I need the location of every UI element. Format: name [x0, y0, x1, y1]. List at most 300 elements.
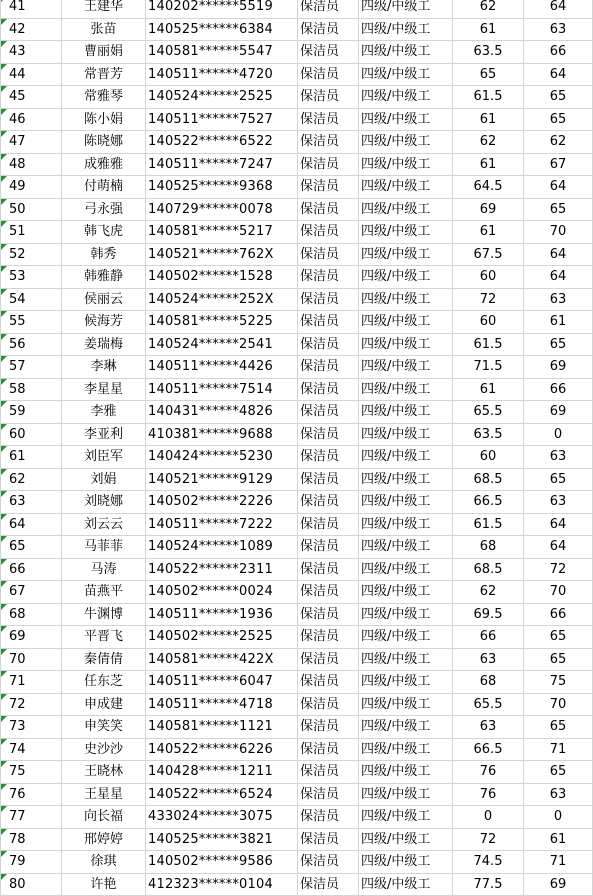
name-cell[interactable] — [62, 738, 146, 761]
score-theory-cell[interactable] — [453, 311, 524, 334]
score-theory-cell[interactable] — [453, 671, 524, 694]
job-cell[interactable] — [298, 356, 359, 379]
row-number-cell[interactable] — [1, 86, 62, 109]
job-cell[interactable] — [298, 828, 359, 851]
row-number-cell-text: 72 — [9, 696, 26, 712]
table-row — [1, 536, 593, 559]
job-cell[interactable] — [298, 468, 359, 491]
id-number-cell[interactable] — [146, 243, 298, 266]
score-theory-cell[interactable] — [453, 131, 524, 154]
score-practice-cell[interactable] — [524, 513, 593, 536]
job-cell[interactable] — [298, 558, 359, 581]
job-cell[interactable] — [298, 783, 359, 806]
row-number-cell[interactable] — [1, 513, 62, 536]
id-number-cell[interactable] — [146, 41, 298, 64]
job-cell[interactable] — [298, 41, 359, 64]
score-theory-cell[interactable] — [453, 401, 524, 424]
job-cell[interactable] — [298, 423, 359, 446]
id-number-cell-text: 140511******4720 — [148, 66, 273, 82]
score-theory-cell[interactable] — [453, 693, 524, 716]
id-number-cell[interactable] — [146, 693, 298, 716]
name-cell[interactable] — [62, 513, 146, 536]
level-cell[interactable] — [359, 243, 453, 266]
name-cell-text: 刘晓娜 — [83, 494, 123, 510]
job-cell[interactable] — [298, 716, 359, 739]
level-cell-text: 四级/中级工 — [361, 539, 431, 555]
score-practice-cell[interactable] — [524, 693, 593, 716]
score-theory-cell[interactable] — [453, 851, 524, 874]
name-cell[interactable] — [62, 603, 146, 626]
name-cell[interactable] — [62, 558, 146, 581]
score-practice-cell[interactable] — [524, 491, 593, 514]
error-indicator-icon — [1, 491, 7, 497]
name-cell[interactable] — [62, 131, 146, 154]
id-number-cell[interactable] — [146, 783, 298, 806]
level-cell[interactable] — [359, 558, 453, 581]
row-number-cell[interactable] — [1, 806, 62, 829]
row-number-cell[interactable] — [1, 671, 62, 694]
job-cell[interactable] — [298, 401, 359, 424]
level-cell[interactable] — [359, 0, 453, 18]
row-number-cell[interactable] — [1, 468, 62, 491]
score-practice-cell[interactable] — [524, 176, 593, 199]
job-cell[interactable] — [298, 873, 359, 896]
row-number-cell[interactable] — [1, 266, 62, 289]
job-cell[interactable] — [298, 333, 359, 356]
name-cell[interactable] — [62, 153, 146, 176]
level-cell[interactable] — [359, 581, 453, 604]
score-theory-cell[interactable] — [453, 86, 524, 109]
level-cell[interactable] — [359, 873, 453, 896]
level-cell[interactable] — [359, 266, 453, 289]
name-cell[interactable] — [62, 716, 146, 739]
name-cell[interactable] — [62, 198, 146, 221]
score-theory-cell[interactable] — [453, 176, 524, 199]
row-number-cell[interactable] — [1, 558, 62, 581]
row-number-cell[interactable] — [1, 221, 62, 244]
name-cell[interactable] — [62, 41, 146, 64]
name-cell[interactable] — [62, 468, 146, 491]
score-practice-cell[interactable] — [524, 41, 593, 64]
row-number-cell-text: 58 — [9, 381, 26, 397]
job-cell[interactable] — [298, 198, 359, 221]
name-cell[interactable] — [62, 648, 146, 671]
row-number-cell[interactable] — [1, 198, 62, 221]
row-number-cell[interactable] — [1, 626, 62, 649]
score-practice-cell[interactable] — [524, 63, 593, 86]
score-theory-cell[interactable] — [453, 446, 524, 469]
row-number-cell[interactable] — [1, 63, 62, 86]
score-practice-cell[interactable] — [524, 626, 593, 649]
level-cell[interactable] — [359, 221, 453, 244]
id-number-cell[interactable] — [146, 873, 298, 896]
level-cell[interactable] — [359, 356, 453, 379]
row-number-cell[interactable] — [1, 288, 62, 311]
score-theory-cell[interactable] — [453, 513, 524, 536]
name-cell[interactable] — [62, 243, 146, 266]
id-number-cell[interactable] — [146, 536, 298, 559]
row-number-cell[interactable] — [1, 243, 62, 266]
job-cell[interactable] — [298, 266, 359, 289]
level-cell[interactable] — [359, 603, 453, 626]
score-practice-cell[interactable] — [524, 243, 593, 266]
level-cell[interactable] — [359, 716, 453, 739]
score-practice-cell[interactable] — [524, 86, 593, 109]
name-cell[interactable] — [62, 86, 146, 109]
name-cell[interactable] — [62, 536, 146, 559]
id-number-cell[interactable] — [146, 356, 298, 379]
table-row — [1, 513, 593, 536]
job-cell[interactable] — [298, 761, 359, 784]
score-theory-cell-text: 68 — [479, 539, 497, 555]
score-theory-cell[interactable] — [453, 468, 524, 491]
score-practice-cell[interactable] — [524, 198, 593, 221]
score-practice-cell[interactable] — [524, 356, 593, 379]
name-cell[interactable] — [62, 311, 146, 334]
job-cell[interactable] — [298, 603, 359, 626]
job-cell[interactable] — [298, 0, 359, 18]
id-number-cell-text: 140431******4826 — [148, 404, 273, 420]
id-number-cell[interactable] — [146, 513, 298, 536]
job-cell[interactable] — [298, 153, 359, 176]
job-cell[interactable] — [298, 671, 359, 694]
job-cell[interactable] — [298, 108, 359, 131]
row-number-cell-text: 59 — [9, 404, 26, 420]
score-practice-cell[interactable] — [524, 446, 593, 469]
score-practice-cell[interactable] — [524, 648, 593, 671]
id-number-cell[interactable] — [146, 468, 298, 491]
score-theory-cell[interactable] — [453, 288, 524, 311]
job-cell[interactable] — [298, 63, 359, 86]
row-number-cell-text: 79 — [9, 854, 26, 870]
score-theory-cell[interactable] — [453, 761, 524, 784]
score-theory-cell[interactable] — [453, 41, 524, 64]
level-cell[interactable] — [359, 468, 453, 491]
row-number-cell[interactable] — [1, 603, 62, 626]
level-cell[interactable] — [359, 851, 453, 874]
level-cell[interactable] — [359, 806, 453, 829]
score-theory-cell[interactable] — [453, 536, 524, 559]
row-number-cell-text: 69 — [9, 629, 26, 645]
id-number-cell[interactable] — [146, 716, 298, 739]
id-number-cell[interactable] — [146, 423, 298, 446]
score-theory-cell[interactable] — [453, 356, 524, 379]
level-cell[interactable] — [359, 333, 453, 356]
id-number-cell[interactable] — [146, 378, 298, 401]
id-number-cell[interactable] — [146, 153, 298, 176]
job-cell[interactable] — [298, 176, 359, 199]
score-practice-cell[interactable] — [524, 311, 593, 334]
table-row — [1, 18, 593, 41]
score-theory-cell[interactable] — [453, 783, 524, 806]
name-cell[interactable] — [62, 828, 146, 851]
score-theory-cell-text: 72 — [479, 831, 497, 847]
row-number-cell[interactable] — [1, 648, 62, 671]
level-cell[interactable] — [359, 513, 453, 536]
score-theory-cell[interactable] — [453, 716, 524, 739]
id-number-cell[interactable] — [146, 18, 298, 41]
level-cell[interactable] — [359, 198, 453, 221]
level-cell[interactable] — [359, 108, 453, 131]
job-cell[interactable] — [298, 221, 359, 244]
score-practice-cell[interactable] — [524, 761, 593, 784]
score-theory-cell[interactable] — [453, 108, 524, 131]
level-cell[interactable] — [359, 423, 453, 446]
score-theory-cell[interactable] — [453, 626, 524, 649]
name-cell[interactable] — [62, 63, 146, 86]
row-number-cell[interactable] — [1, 176, 62, 199]
score-practice-cell[interactable] — [524, 288, 593, 311]
job-cell[interactable] — [298, 243, 359, 266]
row-number-cell[interactable] — [1, 716, 62, 739]
score-practice-cell[interactable] — [524, 378, 593, 401]
row-number-cell[interactable] — [1, 738, 62, 761]
row-number-cell[interactable] — [1, 693, 62, 716]
id-number-cell[interactable] — [146, 558, 298, 581]
score-theory-cell[interactable] — [453, 581, 524, 604]
score-theory-cell[interactable] — [453, 221, 524, 244]
level-cell[interactable] — [359, 18, 453, 41]
job-cell[interactable] — [298, 86, 359, 109]
score-practice-cell[interactable] — [524, 108, 593, 131]
id-number-cell[interactable] — [146, 761, 298, 784]
level-cell[interactable] — [359, 491, 453, 514]
score-practice-cell[interactable] — [524, 0, 593, 18]
row-number-cell[interactable] — [1, 18, 62, 41]
name-cell[interactable] — [62, 446, 146, 469]
id-number-cell[interactable] — [146, 491, 298, 514]
job-cell[interactable] — [298, 513, 359, 536]
job-cell[interactable] — [298, 851, 359, 874]
level-cell[interactable] — [359, 536, 453, 559]
score-theory-cell[interactable] — [453, 873, 524, 896]
id-number-cell[interactable] — [146, 671, 298, 694]
score-theory-cell[interactable] — [453, 243, 524, 266]
id-number-cell[interactable] — [146, 176, 298, 199]
job-cell[interactable] — [298, 626, 359, 649]
id-number-cell[interactable] — [146, 603, 298, 626]
name-cell[interactable] — [62, 356, 146, 379]
name-cell[interactable] — [62, 333, 146, 356]
job-cell[interactable] — [298, 446, 359, 469]
score-practice-cell[interactable] — [524, 603, 593, 626]
level-cell[interactable] — [359, 648, 453, 671]
level-cell[interactable] — [359, 401, 453, 424]
job-cell[interactable] — [298, 18, 359, 41]
score-theory-cell[interactable] — [453, 806, 524, 829]
row-number-cell[interactable] — [1, 153, 62, 176]
score-practice-cell[interactable] — [524, 18, 593, 41]
id-number-cell[interactable] — [146, 828, 298, 851]
score-theory-cell[interactable] — [453, 63, 524, 86]
score-theory-cell[interactable] — [453, 198, 524, 221]
name-cell[interactable] — [62, 0, 146, 18]
row-number-cell[interactable] — [1, 378, 62, 401]
row-number-cell[interactable] — [1, 783, 62, 806]
level-cell[interactable] — [359, 761, 453, 784]
score-theory-cell[interactable] — [453, 738, 524, 761]
name-cell[interactable] — [62, 671, 146, 694]
score-theory-cell[interactable] — [453, 378, 524, 401]
score-practice-cell[interactable] — [524, 806, 593, 829]
row-number-cell[interactable] — [1, 491, 62, 514]
score-theory-cell[interactable] — [453, 0, 524, 18]
id-number-cell[interactable] — [146, 131, 298, 154]
score-practice-cell[interactable] — [524, 716, 593, 739]
score-theory-cell[interactable] — [453, 18, 524, 41]
score-practice-cell[interactable] — [524, 873, 593, 896]
row-number-cell[interactable] — [1, 131, 62, 154]
id-number-cell[interactable] — [146, 401, 298, 424]
name-cell[interactable] — [62, 423, 146, 446]
name-cell[interactable] — [62, 806, 146, 829]
level-cell[interactable] — [359, 693, 453, 716]
job-cell[interactable] — [298, 806, 359, 829]
id-number-cell[interactable] — [146, 266, 298, 289]
name-cell[interactable] — [62, 761, 146, 784]
row-number-cell[interactable] — [1, 311, 62, 334]
level-cell[interactable] — [359, 41, 453, 64]
level-cell[interactable] — [359, 378, 453, 401]
level-cell[interactable] — [359, 176, 453, 199]
level-cell[interactable] — [359, 828, 453, 851]
id-number-cell[interactable] — [146, 108, 298, 131]
level-cell[interactable] — [359, 738, 453, 761]
id-number-cell[interactable] — [146, 198, 298, 221]
score-practice-cell[interactable] — [524, 333, 593, 356]
score-theory-cell[interactable] — [453, 333, 524, 356]
score-theory-cell[interactable] — [453, 648, 524, 671]
row-number-cell[interactable] — [1, 401, 62, 424]
job-cell[interactable] — [298, 378, 359, 401]
score-practice-cell[interactable] — [524, 468, 593, 491]
id-number-cell[interactable] — [146, 288, 298, 311]
score-practice-cell[interactable] — [524, 221, 593, 244]
id-number-cell[interactable] — [146, 806, 298, 829]
score-practice-cell[interactable] — [524, 581, 593, 604]
id-number-cell[interactable] — [146, 446, 298, 469]
row-number-cell[interactable] — [1, 761, 62, 784]
score-practice-cell[interactable] — [524, 423, 593, 446]
score-theory-cell[interactable] — [453, 603, 524, 626]
level-cell[interactable] — [359, 446, 453, 469]
id-number-cell[interactable] — [146, 333, 298, 356]
name-cell[interactable] — [62, 401, 146, 424]
job-cell[interactable] — [298, 311, 359, 334]
score-theory-cell[interactable] — [453, 266, 524, 289]
row-number-cell-text: 63 — [9, 494, 26, 510]
name-cell[interactable] — [62, 851, 146, 874]
row-number-cell[interactable] — [1, 356, 62, 379]
name-cell[interactable] — [62, 693, 146, 716]
row-number-cell[interactable] — [1, 536, 62, 559]
score-practice-cell[interactable] — [524, 828, 593, 851]
row-number-cell[interactable] — [1, 446, 62, 469]
job-cell-text: 保洁员 — [300, 764, 340, 780]
id-number-cell[interactable] — [146, 851, 298, 874]
id-number-cell[interactable] — [146, 221, 298, 244]
level-cell[interactable] — [359, 626, 453, 649]
job-cell[interactable] — [298, 648, 359, 671]
score-practice-cell[interactable] — [524, 738, 593, 761]
name-cell[interactable] — [62, 491, 146, 514]
score-practice-cell[interactable] — [524, 131, 593, 154]
level-cell[interactable] — [359, 131, 453, 154]
score-theory-cell[interactable] — [453, 423, 524, 446]
name-cell[interactable] — [62, 108, 146, 131]
row-number-cell[interactable] — [1, 41, 62, 64]
level-cell[interactable] — [359, 783, 453, 806]
row-number-cell[interactable] — [1, 423, 62, 446]
job-cell[interactable] — [298, 288, 359, 311]
score-practice-cell[interactable] — [524, 266, 593, 289]
id-number-cell[interactable] — [146, 648, 298, 671]
row-number-cell[interactable] — [1, 851, 62, 874]
id-number-cell[interactable] — [146, 63, 298, 86]
error-indicator-icon — [1, 64, 7, 70]
name-cell[interactable] — [62, 626, 146, 649]
job-cell[interactable] — [298, 491, 359, 514]
id-number-cell[interactable] — [146, 0, 298, 18]
row-number-cell[interactable] — [1, 333, 62, 356]
score-theory-cell[interactable] — [453, 153, 524, 176]
name-cell[interactable] — [62, 378, 146, 401]
score-practice-cell[interactable] — [524, 153, 593, 176]
name-cell[interactable] — [62, 288, 146, 311]
level-cell[interactable] — [359, 153, 453, 176]
name-cell[interactable] — [62, 266, 146, 289]
score-practice-cell[interactable] — [524, 783, 593, 806]
name-cell[interactable] — [62, 18, 146, 41]
row-number-cell[interactable] — [1, 108, 62, 131]
level-cell[interactable] — [359, 311, 453, 334]
name-cell[interactable] — [62, 873, 146, 896]
row-number-cell[interactable] — [1, 873, 62, 896]
level-cell[interactable] — [359, 671, 453, 694]
score-practice-cell[interactable] — [524, 401, 593, 424]
job-cell[interactable] — [298, 131, 359, 154]
job-cell[interactable] — [298, 581, 359, 604]
score-theory-cell[interactable] — [453, 828, 524, 851]
id-number-cell[interactable] — [146, 626, 298, 649]
name-cell[interactable] — [62, 783, 146, 806]
score-theory-cell[interactable] — [453, 558, 524, 581]
score-practice-cell[interactable] — [524, 536, 593, 559]
score-theory-cell-text: 74.5 — [473, 854, 503, 870]
score-theory-cell[interactable] — [453, 491, 524, 514]
row-number-cell[interactable] — [1, 581, 62, 604]
job-cell[interactable] — [298, 738, 359, 761]
job-cell[interactable] — [298, 693, 359, 716]
name-cell[interactable] — [62, 581, 146, 604]
name-cell[interactable] — [62, 176, 146, 199]
score-practice-cell[interactable] — [524, 671, 593, 694]
row-number-cell[interactable] — [1, 828, 62, 851]
id-number-cell[interactable] — [146, 311, 298, 334]
row-number-cell[interactable] — [1, 0, 62, 18]
score-practice-cell[interactable] — [524, 558, 593, 581]
id-number-cell[interactable] — [146, 738, 298, 761]
name-cell[interactable] — [62, 221, 146, 244]
level-cell[interactable] — [359, 63, 453, 86]
level-cell[interactable] — [359, 288, 453, 311]
id-number-cell[interactable] — [146, 581, 298, 604]
job-cell[interactable] — [298, 536, 359, 559]
level-cell[interactable] — [359, 86, 453, 109]
id-number-cell[interactable] — [146, 86, 298, 109]
row-number-cell-text: 62 — [9, 471, 26, 487]
score-practice-cell[interactable] — [524, 851, 593, 874]
